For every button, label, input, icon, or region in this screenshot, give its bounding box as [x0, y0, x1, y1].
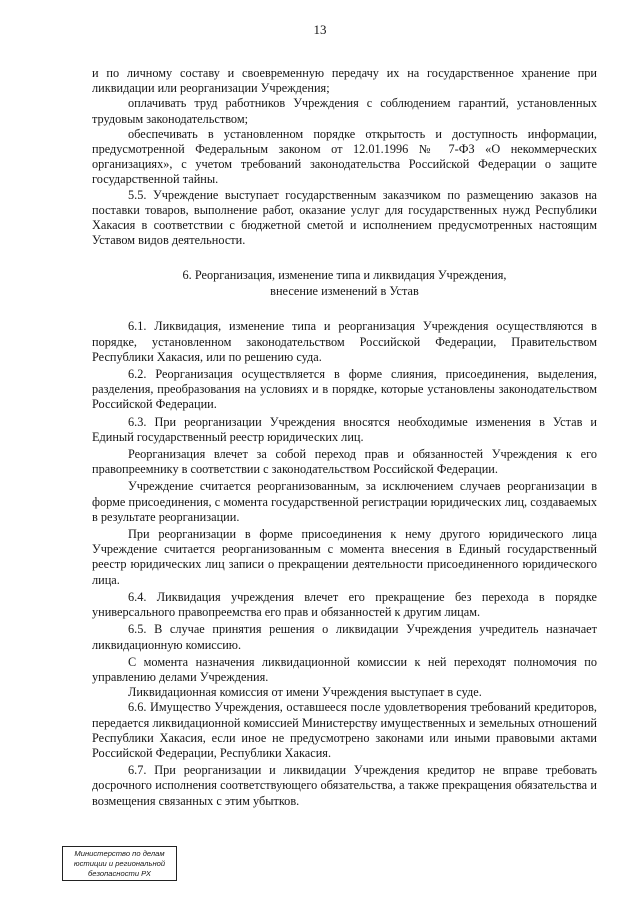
paragraph: 5.5. Учреждение выступает государственным заказчиком по размещению заказов на поставки товаров, выполнение работ, оказание услуг для государственных нужд Республики Хакасия в соответствии с бюджетной сметой и исполнением предусмотренных настоящим Уставом видов деятельности. [92, 187, 597, 248]
clause-6-7: 6.7. При реорганизации и ликвидации Учреждения кредитор не вправе требовать досрочного исполнения соответствующего обязательства, а также прекращения обязательства и возмещения связанных с этим убытков. [92, 763, 597, 808]
stamp-line: юстиции и региональной [73, 859, 166, 868]
paragraph: оплачивать труд работников Учреждения с соблюдением гарантий, установленных трудовым законодательством; [92, 96, 597, 126]
section-heading-line: 6. Реорганизация, изменение типа и ликвидация Учреждения, [182, 268, 507, 283]
paragraph: С момента назначения ликвидационной комиссии к ней переходят полномочия по управлению делами Учреждения. [92, 654, 597, 684]
stamp-line: Министерство по делам [74, 849, 165, 858]
section-heading [92, 267, 597, 299]
clause-6-2: 6.2. Реорганизация осуществляется в форме слияния, присоединения, выделения, разделения, преобразования на условиях и в порядке, которые установлены законодательством Российской Федерации. [92, 367, 597, 412]
document-body [92, 66, 597, 809]
clause-6-4: 6.4. Ликвидация учреждения влечет его прекращение без перехода в порядке универсального правопреемства его прав и обязанностей к другим лицам. [92, 589, 597, 620]
clause-6-3: 6.3. При реорганизации Учреждения вносятся необходимые изменения в Устав и Единый государственный реестр юридических лиц. [92, 414, 597, 444]
section-heading-line: внесение изменений в Устав [270, 284, 419, 299]
stamp-line: безопасности РХ [88, 869, 151, 878]
ministry-stamp [62, 846, 177, 881]
paragraph: и по личному составу и своевременную передачу их на государственное хранение при ликвидации или реорганизации Учреждения; [92, 66, 597, 96]
page-number: 13 [313, 22, 327, 37]
paragraph: При реорганизации в форме присоединения к нему другого юридического лица Учреждение считается реорганизованным с момента внесения в Единый государственный реестр юридических лиц записи о прекращении деятельности присоединенного юридического лица. [92, 527, 597, 587]
clause-6-1: 6.1. Ликвидация, изменение типа и реорганизация Учреждения осуществляются в порядке, установленном законодательством Российской Федерации, Правительством Республики Хакасия, или по решению суда. [92, 319, 597, 364]
paragraph: Учреждение считается реорганизованным, за исключением случаев реорганизации в форме присоединения, с момента государственной регистрации юридических лиц, создаваемых в результате реорганизации. [92, 479, 597, 524]
paragraph: обеспечивать в установленном порядке открытость и доступность информации, предусмотренной Федеральным законом от 12.01.1996 № 7-ФЗ «О некоммерческих организациях», с учетом требований законодательства Российской Федерации о защите государственной тайны. [92, 126, 597, 187]
paragraph: Ликвидационная комиссия от имени Учреждения выступает в суде. [128, 685, 482, 700]
clause-6-6: 6.6. Имущество Учреждения, оставшееся после удовлетворения требований кредиторов, передается ликвидационной комиссией Министерству имущественных и земельных отношений Республики Хакасия, если иное не предусмотрено законами или иными правовыми актами Российской Федерации, Республики Хакасия. [92, 700, 597, 760]
clause-6-5: 6.5. В случае принятия решения о ликвидации Учреждения учредитель назначает ликвидационную комиссию. [92, 622, 597, 652]
paragraph: Реорганизация влечет за собой переход прав и обязанностей Учреждения к его правопреемнику в соответствии с законодательством Российской Федерации. [92, 447, 597, 477]
